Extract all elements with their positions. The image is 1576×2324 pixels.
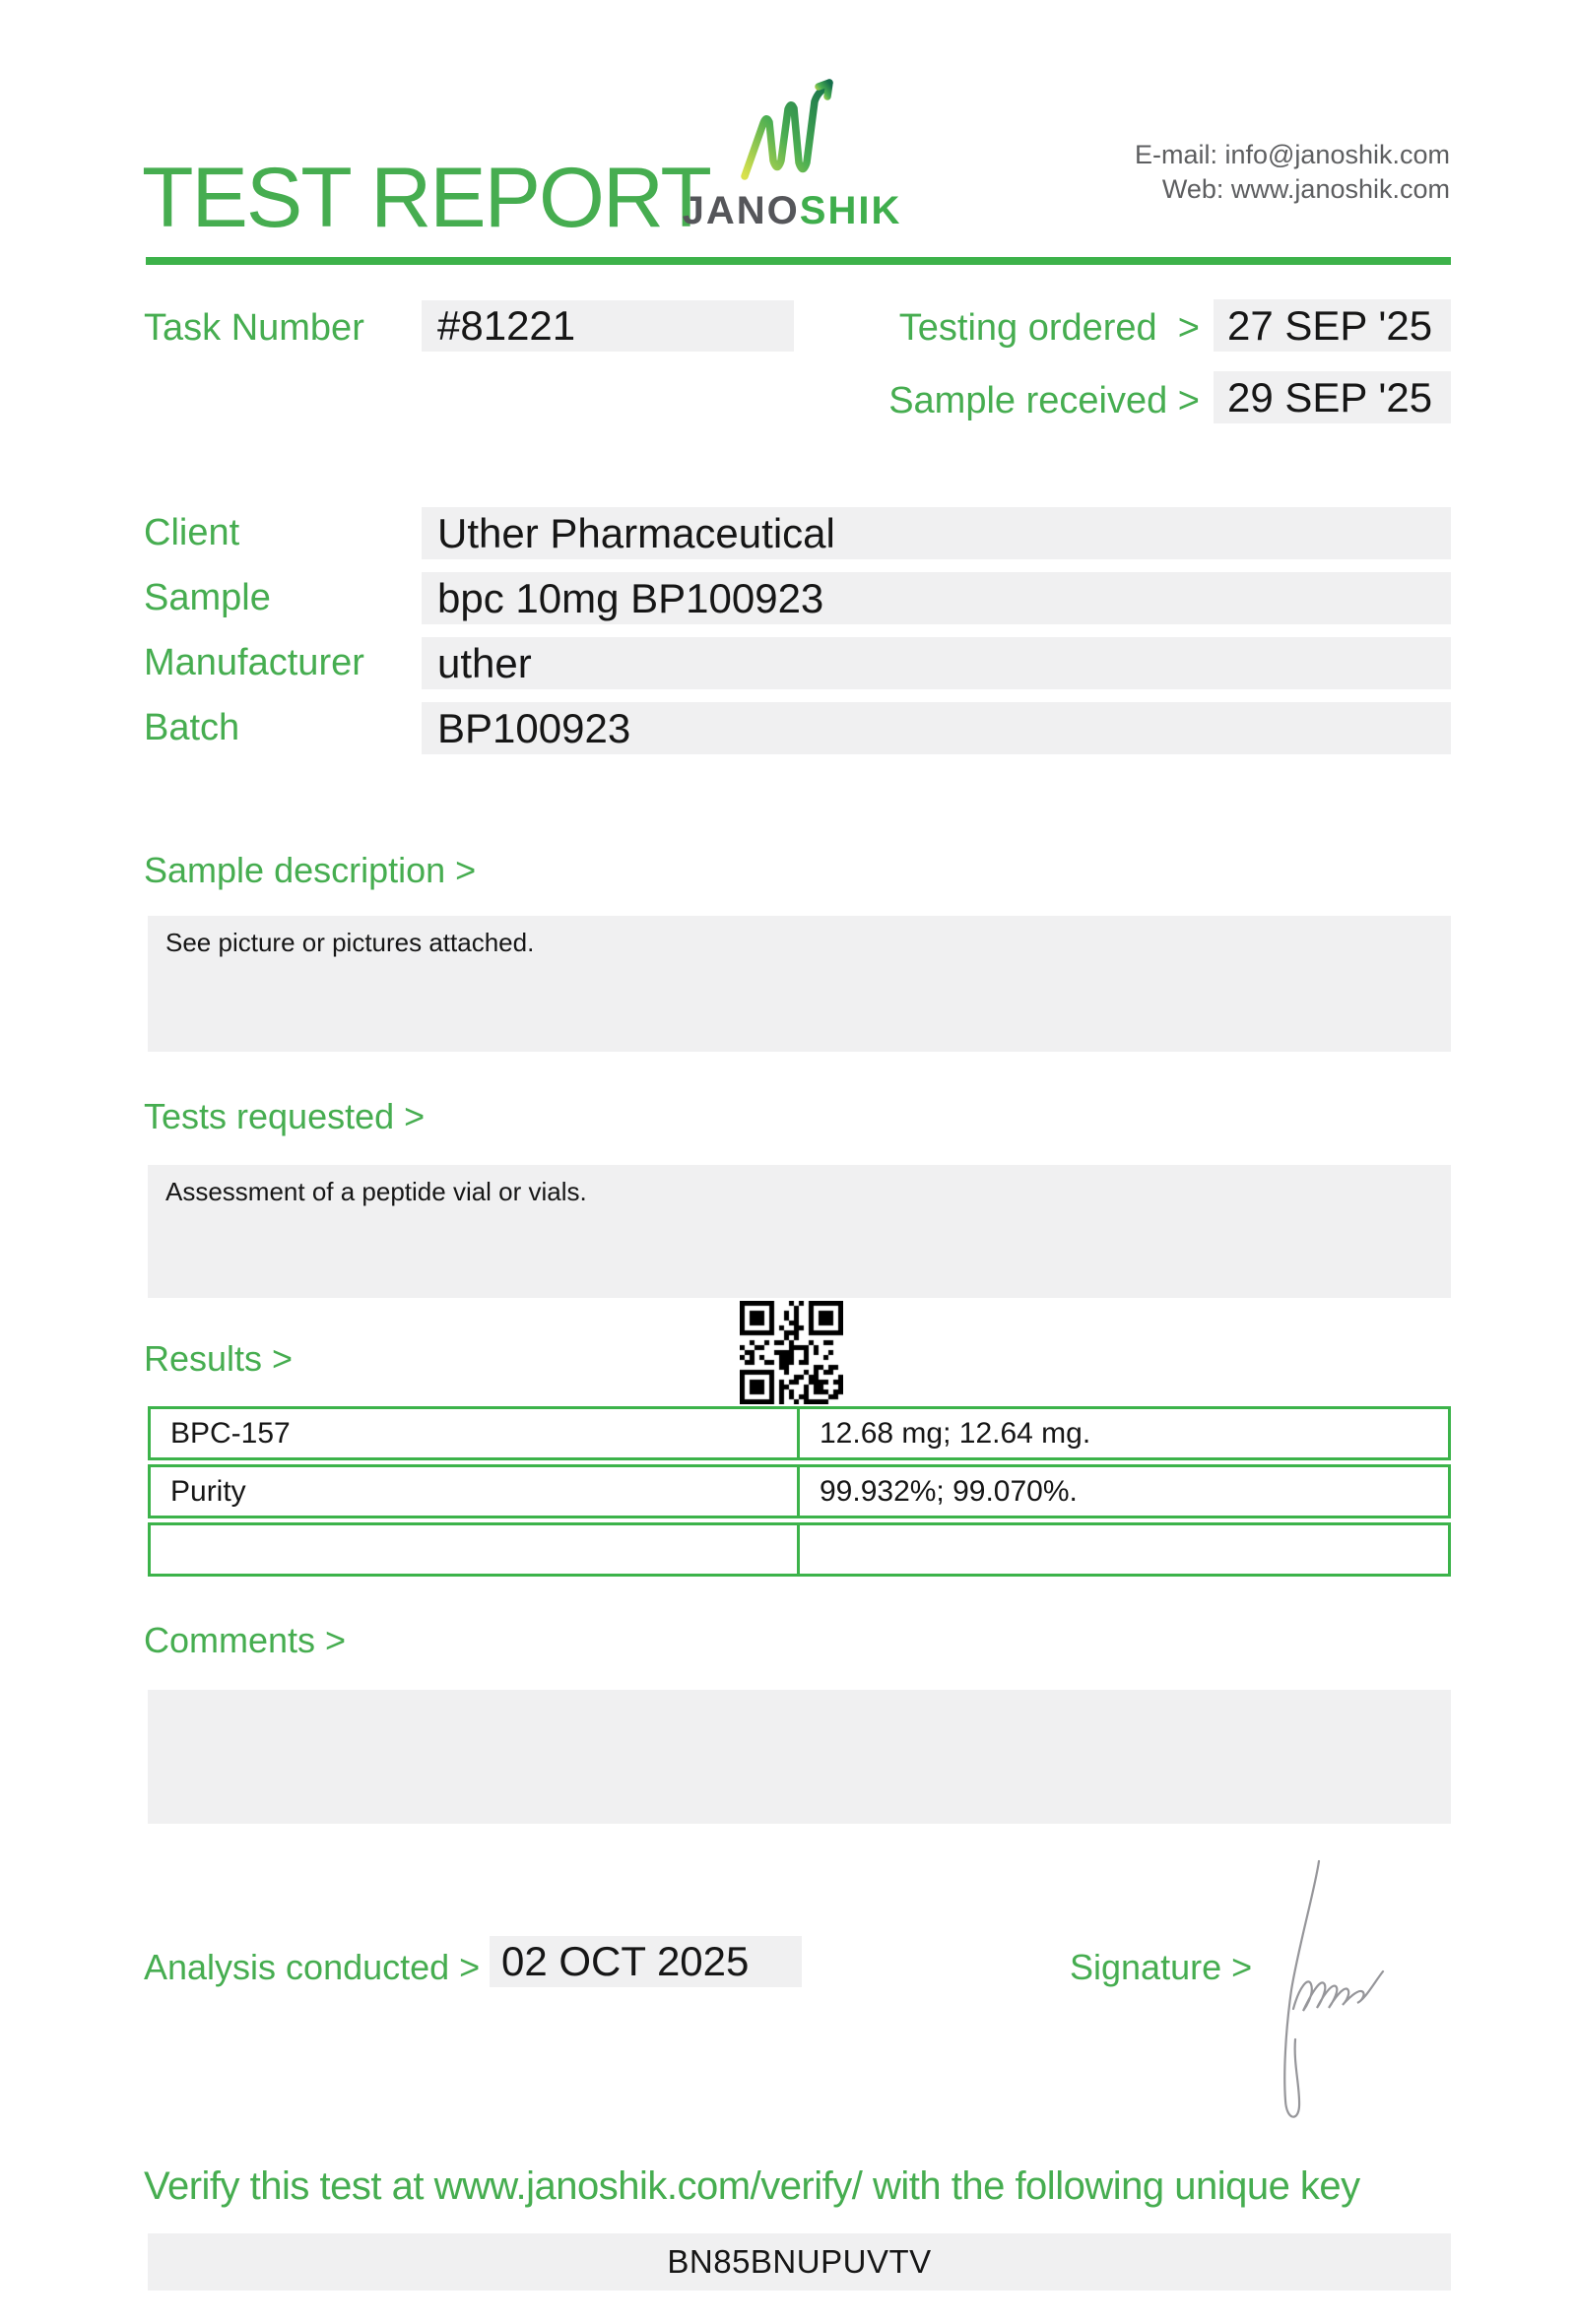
qr-code	[740, 1301, 843, 1404]
contact-email: E-mail: info@janoshik.com	[1134, 140, 1450, 169]
task-number-value: #81221	[437, 302, 576, 349]
result-value-cell: 99.932%; 99.070%.	[820, 1475, 1078, 1508]
manufacturer-value: uther	[437, 640, 532, 686]
sample-value: bpc 10mg BP100923	[437, 575, 824, 621]
wordmark-dark-part: JANO	[682, 189, 800, 232]
results-table	[148, 1406, 1451, 1581]
sample-description-text: See picture or pictures attached.	[165, 928, 535, 957]
task-number-label: Task Number	[144, 307, 364, 349]
sample-label: Sample	[144, 577, 271, 618]
header-divider	[146, 257, 1451, 265]
table-row	[148, 1406, 1451, 1460]
task-number-box	[422, 300, 794, 352]
comments-text	[148, 1690, 1451, 1700]
page-title: TEST REPORT	[142, 151, 710, 245]
table-row	[148, 1522, 1451, 1577]
testing-ordered-date: 27 SEP '25	[1227, 302, 1433, 349]
analysis-date-value: 02 OCT 2025	[501, 1938, 750, 1984]
batch-box	[422, 702, 1451, 754]
contact-web: Web: www.janoshik.com	[1161, 174, 1450, 204]
result-name-cell: BPC-157	[151, 1409, 800, 1457]
wordmark-green-part: SHIK	[799, 189, 902, 232]
testing-ordered-box	[1214, 299, 1451, 352]
tests-requested-box	[148, 1165, 1451, 1298]
testing-ordered-label: Testing ordered >	[898, 307, 1200, 349]
manufacturer-box	[422, 637, 1451, 689]
analysis-date-box	[490, 1936, 802, 1987]
client-label: Client	[144, 512, 240, 553]
sample-received-box	[1214, 371, 1451, 423]
manufacturer-label: Manufacturer	[144, 642, 364, 683]
table-row	[148, 1464, 1451, 1518]
tests-requested-heading: Tests requested >	[144, 1096, 426, 1136]
tests-requested-text: Assessment of a peptide vial or vials.	[165, 1177, 587, 1206]
result-value-cell: 12.68 mg; 12.64 mg.	[820, 1417, 1091, 1450]
results-heading: Results >	[144, 1338, 294, 1379]
result-name-cell	[151, 1525, 800, 1574]
janoshik-logo-icon	[737, 75, 847, 189]
comments-box	[148, 1690, 1451, 1824]
batch-value: BP100923	[437, 705, 631, 751]
signature-label: Signature >	[1070, 1947, 1253, 1987]
sample-description-heading: Sample description >	[144, 850, 477, 890]
result-name-cell: Purity	[151, 1467, 800, 1516]
sample-received-date: 29 SEP '25	[1227, 374, 1433, 420]
client-value: Uther Pharmaceutical	[437, 510, 835, 556]
sample-box	[422, 572, 1451, 624]
comments-heading: Comments >	[144, 1620, 347, 1660]
janoshik-wordmark	[666, 191, 918, 230]
client-box	[422, 507, 1451, 559]
batch-label: Batch	[144, 707, 240, 748]
verify-instruction: Verify this test at www.janoshik.com/verify/ with the following unique key	[144, 2164, 1360, 2208]
verify-key-value: BN85BNUPUVTV	[667, 2243, 932, 2280]
contact-info	[1135, 138, 1450, 207]
result-value-cell	[800, 1525, 1448, 1574]
verify-key-box	[148, 2233, 1451, 2291]
signature-scribble	[1271, 1840, 1404, 2137]
analysis-conducted-label: Analysis conducted >	[144, 1947, 481, 1987]
sample-received-label: Sample received >	[888, 380, 1200, 421]
sample-description-box	[148, 916, 1451, 1052]
